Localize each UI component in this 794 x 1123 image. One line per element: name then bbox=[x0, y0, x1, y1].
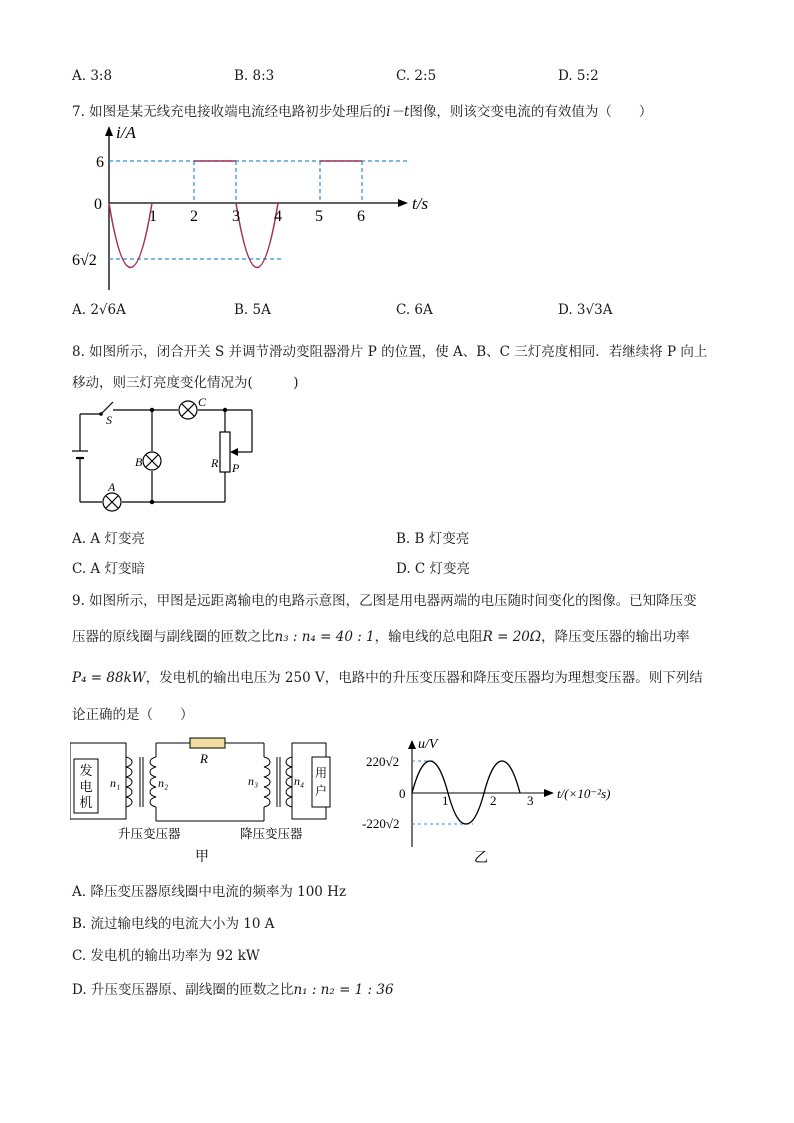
yi-y-top: 220√2 bbox=[366, 754, 400, 769]
switch-pivot bbox=[99, 412, 103, 416]
q9-option-a: A. 降压变压器原线圈中电流的频率为 100 Hz bbox=[72, 884, 347, 900]
q8-stem-line1: 8. 如图所示，闭合开关 S 并调节滑动变阻器滑片 P 的位置，使 A、B、C 三灯亮度相同．若继续将 P 向上 bbox=[72, 344, 708, 360]
q9-line3-rest: ，发电机的输出电压为 250 V，电路中的升压变压器和降压变压器均为理想变压器。则下列结 bbox=[145, 670, 703, 686]
q9-line3 bbox=[72, 666, 703, 686]
user-char-2: 户 bbox=[314, 784, 328, 798]
q8-circuit bbox=[68, 396, 268, 516]
label-step-up: 升压变压器 bbox=[118, 827, 181, 841]
q6-option-b: B. 8:3 bbox=[234, 68, 275, 84]
q9-option-c: C. 发电机的输出功率为 92 kW bbox=[72, 948, 260, 964]
yi-y-label: u/V bbox=[418, 737, 438, 752]
q9-line2-a: 压器的原线圈与副线圈的匝数之比 bbox=[72, 629, 275, 645]
q9-resistance: R = 20Ω bbox=[482, 629, 542, 645]
label-n1: n₁ bbox=[110, 776, 121, 790]
coil-n4 bbox=[286, 757, 292, 807]
caption-yi: 乙 bbox=[474, 851, 488, 866]
q8-option-a: A. A 灯变亮 bbox=[72, 531, 145, 547]
label-c: C bbox=[198, 396, 207, 409]
label-n2: n₂ bbox=[158, 776, 169, 790]
q7-curve-half-sine-2 bbox=[236, 203, 278, 268]
q7-stem-var: i－t bbox=[386, 104, 410, 120]
q9-line4: 论正确的是（ ） bbox=[72, 707, 194, 723]
q9-line2 bbox=[72, 625, 690, 645]
line-resistor bbox=[190, 738, 225, 748]
yi-x-arrow bbox=[544, 789, 554, 797]
q7-x-tick-3: 3 bbox=[232, 208, 240, 225]
q7-stem bbox=[72, 100, 652, 120]
q7-option-d: D. 3√3A bbox=[558, 302, 613, 318]
generator-char-3: 机 bbox=[79, 795, 93, 810]
q9-fig-yi bbox=[362, 732, 632, 867]
label-a: A bbox=[108, 480, 116, 494]
q7-stem-prefix: 7. 如图是某无线充电接收端电流经电路初步处理后的 bbox=[72, 104, 387, 120]
q7-y-tick-6: 6 bbox=[96, 154, 104, 171]
q8-stem-line2: 移动，则三灯亮度变化情况为( ) bbox=[72, 375, 299, 391]
q9-line2-b: ，输电线的总电阻 bbox=[374, 629, 483, 645]
q7-x-tick-5: 5 bbox=[315, 208, 323, 225]
q9-line1: 9. 如图所示，甲图是远距离输电的电路示意图，乙图是用电器两端的电压随时间变化的图像。已知降压变 bbox=[72, 593, 697, 609]
q7-x-arrow bbox=[398, 199, 408, 207]
q7-it-graph bbox=[68, 122, 428, 294]
q9-option-d-ratio: n₁ : n₂ = 1 : 36 bbox=[293, 982, 394, 998]
q7-curve-half-sine-1 bbox=[109, 203, 152, 268]
q7-x-label: t/s bbox=[412, 194, 428, 213]
rheostat-body bbox=[220, 432, 230, 472]
junction-top-right bbox=[223, 408, 227, 412]
q7-option-b: B. 5A bbox=[234, 302, 271, 318]
caption-jia: 甲 bbox=[195, 850, 209, 865]
label-b: B bbox=[135, 455, 143, 469]
label-p: P bbox=[232, 461, 240, 475]
label-n3: n₃ bbox=[248, 774, 259, 788]
q8-option-b: B. B 灯变亮 bbox=[396, 531, 470, 547]
label-step-down: 降压变压器 bbox=[240, 827, 303, 841]
label-s: S bbox=[106, 413, 112, 427]
q7-option-a: A. 2√6A bbox=[72, 302, 126, 318]
q6-option-c: C. 2:5 bbox=[396, 68, 437, 84]
q7-y-tick-neg: 6√2 bbox=[72, 252, 97, 269]
yi-y-arrow bbox=[408, 740, 416, 749]
junction-bottom-mid bbox=[150, 500, 154, 504]
q9-line2-c: ，降压变压器的输出功率 bbox=[541, 629, 690, 645]
yi-x-tick-2: 2 bbox=[490, 793, 497, 808]
generator-char-1: 发 bbox=[79, 763, 93, 778]
q7-x-tick-6: 6 bbox=[357, 208, 365, 225]
label-n4: n₄ bbox=[294, 774, 305, 788]
q8-option-d: D. C 灯变亮 bbox=[396, 561, 471, 577]
q9-power: P₄ = 88kW bbox=[72, 670, 146, 686]
yi-x-tick-3: 3 bbox=[527, 793, 534, 808]
q6-option-d: D. 5:2 bbox=[558, 68, 599, 84]
label-r: R bbox=[200, 751, 208, 766]
junction-top-mid bbox=[150, 408, 154, 412]
coil-n2 bbox=[150, 757, 156, 807]
q7-x-tick-2: 2 bbox=[190, 208, 198, 225]
user-box bbox=[312, 757, 330, 807]
yi-y-origin: 0 bbox=[399, 786, 406, 801]
q9-option-d-text: D. 升压变压器原、副线圈的匝数之比 bbox=[72, 982, 294, 998]
q9-option-d bbox=[72, 978, 394, 998]
user-char-1: 用 bbox=[314, 766, 328, 780]
q7-x-tick-4: 4 bbox=[274, 208, 282, 225]
q9-fig-jia bbox=[70, 735, 340, 867]
yi-x-label: t/(×10⁻²s) bbox=[557, 786, 611, 801]
q7-y-label: i/A bbox=[116, 123, 136, 142]
q7-x-tick-1: 1 bbox=[149, 208, 157, 225]
coil-n1 bbox=[126, 757, 132, 807]
q7-stem-suffix: 图像，则该交变电流的有效值为（ ） bbox=[409, 104, 653, 120]
q9-ratio: n₃ : n₄ = 40 : 1 bbox=[274, 629, 375, 645]
q8-option-c: C. A 灯变暗 bbox=[72, 561, 145, 577]
generator-char-2: 电 bbox=[79, 779, 93, 794]
q6-option-a: A. 3:8 bbox=[72, 68, 113, 84]
q7-y-arrow bbox=[105, 126, 113, 136]
label-r: R bbox=[211, 456, 219, 470]
q7-option-c: C. 6A bbox=[396, 302, 433, 318]
q7-y-tick-0: 0 bbox=[94, 196, 102, 213]
slider-arrow-icon bbox=[230, 448, 238, 456]
q9-option-b: B. 流过输电线的电流大小为 10 A bbox=[72, 916, 275, 932]
yi-y-bottom: -220√2 bbox=[362, 816, 400, 831]
yi-x-tick-1: 1 bbox=[442, 793, 449, 808]
coil-n3 bbox=[264, 757, 270, 807]
